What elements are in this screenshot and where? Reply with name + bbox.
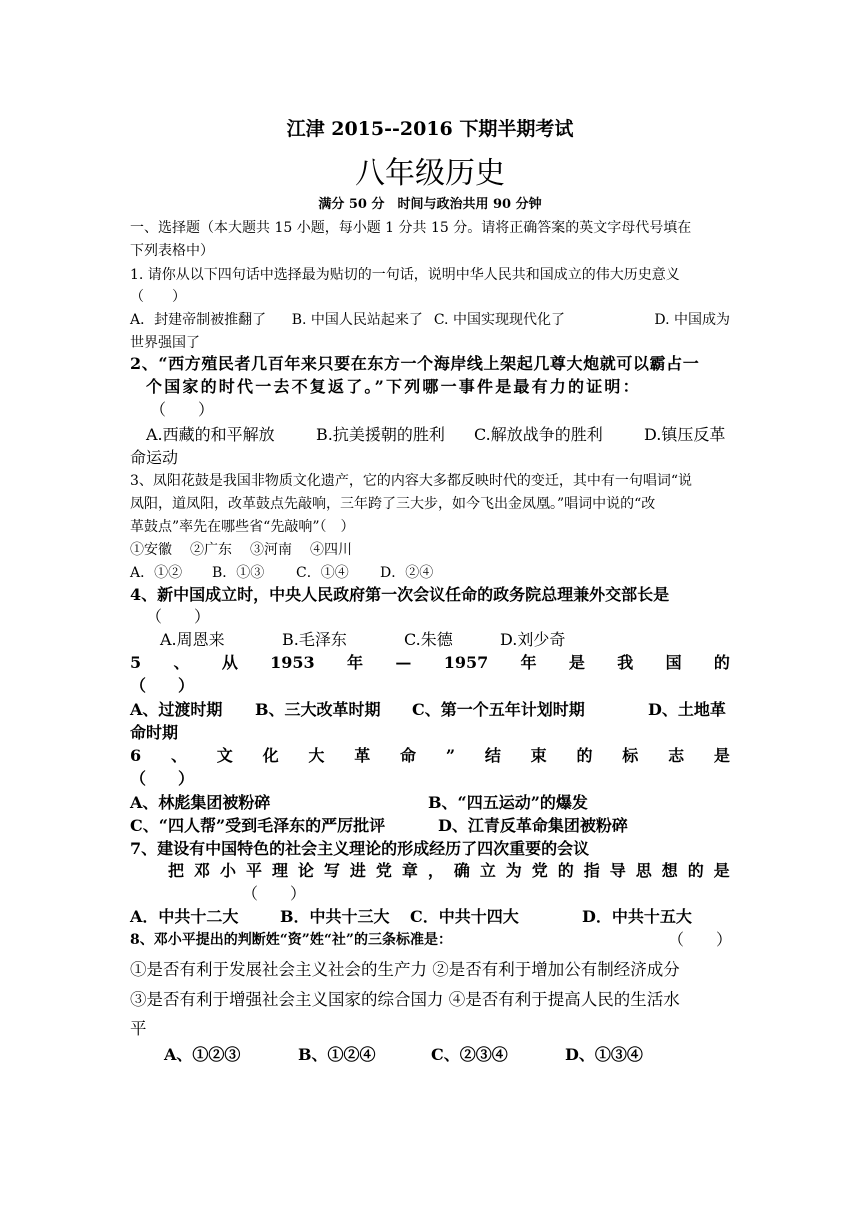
exam-title: 江津 2015--2016 下期半期考试 [286,118,574,140]
q3-choice-3: ③河南 [250,542,292,558]
q7-stem-part: 小 [219,861,236,880]
q6-option-d: D、江青反革命集团被粉碎 [438,816,628,835]
q1-option-d: D. 中国成为 [654,312,730,328]
q7-stem-part: 想 [661,861,678,880]
q6-stem-part: 、 [170,746,187,765]
q2-stem-line-3: （ ） [150,400,215,419]
q5-stem-part: 是 [568,653,585,672]
q3-option-b: B．①③ [212,565,265,581]
q6-options-row-1 [130,793,730,813]
q6-stem-part: ” [445,746,456,765]
q5-stem-part: 、 [173,653,190,672]
q3-stem-line-3: 革鼓点”率先在哪些省“先敲响”（ ） [130,519,355,535]
q7-stem-part: 为 [505,861,522,880]
q6-option-c: C、“四人帮”受到毛泽东的严厉批评 [130,816,386,835]
q7-stem-part: 邓 [193,861,210,880]
q2-option-a: A.西藏的和平解放 [146,425,275,444]
q6-option-a: A、林彪集团被粉碎 [130,793,271,812]
q2-stem-line-1: 2、“西方殖民者几百年来只要在东方一个海岸线上架起几尊大炮就可以霸占一 [130,354,700,373]
q8-answer-paren: （ ） [668,930,733,949]
q7-option-b: B．中共十三大 [280,907,390,926]
q5-option-d: D、土地革 [648,700,726,719]
q1-stem-line-1: 1. 请你从以下四句话中选择最为贴切的一句话，说明中华人民共和国成立的伟大历史意义 [130,267,680,283]
q5-stem-part: 年 [347,653,364,672]
q6-stem-part: 是 [713,746,730,765]
exam-meta: 满分 50 分 时间与政治共用 90 分钟 [318,197,542,212]
q6-stem-part: 束 [530,746,547,765]
q6-option-b: B、“四五运动”的爆发 [428,793,588,812]
q6-stem-part: 化 [262,746,279,765]
q7-stem-part: 平 [245,861,262,880]
q7-stem-part: 党 [531,861,548,880]
q6-stem-part: 标 [622,746,639,765]
q7-stem-line-3: （ ） [242,884,307,903]
q7-stem-part: 确 [453,861,470,880]
q6-stem-part: 结 [484,746,501,765]
q5-stem-part: 5 [130,653,142,672]
q3-choice-1: ①安徽 [130,542,172,558]
q8-options [164,1045,730,1065]
q8-option-b: B、①②④ [298,1045,376,1064]
q7-stem-part: 的 [687,861,704,880]
q3-option-c: C．①④ [296,565,349,581]
section-intro-line-1: 一、选择题（本大题共 15 小题，每小题 1 分共 15 分。请将正确答案的英文字母代号填在 [130,220,692,236]
q5-option-d-tail: 命时期 [130,723,179,742]
q4-option-d: D.刘少奇 [500,630,566,649]
q2-option-c: C.解放战争的胜利 [474,425,603,444]
q7-stem-part: 章 [401,861,418,880]
q7-stem-line-1: 7、建设有中国特色的社会主义理论的形成经历了四次重要的会议 [130,839,590,858]
q8-line-2: ③是否有利于增强社会主义国家的综合国力 ④是否有利于提高人民的生活水 [130,990,680,1009]
q5-stem-part: 1953 [270,653,315,672]
q5-stem-part: 我 [617,653,634,672]
q7-stem-part: 思 [635,861,652,880]
q7-stem-part: 把 [168,861,185,880]
q4-stem-line-1: 4、新中国成立时，中央人民政府第一次会议任命的政务院总理兼外交部长是 [130,585,670,604]
q7-stem-part: 理 [271,861,288,880]
q3-option-d: D．②④ [380,565,434,581]
q4-option-b: B.毛泽东 [282,630,347,649]
q6-stem-part: 志 [668,746,685,765]
q3-option-a: A．①② [130,565,183,581]
q7-stem-part: 是 [713,861,730,880]
q6-stem-line-1 [130,746,730,766]
q5-option-a: A、过渡时期 [130,700,223,719]
q7-option-a: A．中共十二大 [130,907,239,926]
q7-stem-part: 写 [323,861,340,880]
q3-stem-line-2: 凤阳，道凤阳，改革鼓点先敲响，三年跨了三大步，如今飞出金凤凰。”唱词中说的“改 [130,496,656,512]
q6-options-row-2 [130,816,730,836]
q5-option-b: B、三大改革时期 [255,700,381,719]
q1-option-b: B. 中国人民站起来了 [291,312,423,328]
q3-options [130,563,730,583]
subject-title: 八年级历史 [355,156,505,191]
q5-stem-part: — [395,653,412,672]
q6-stem-line-2: （ ） [130,769,195,788]
q2-options [146,425,730,445]
q4-stem-line-2: （ ） [146,607,211,626]
q6-stem-part: 大 [308,746,325,765]
q2-option-b: B.抗美援朝的胜利 [316,425,445,444]
q7-stem-part: 指 [583,861,600,880]
q2-stem-line-2: 个国家的时代一去不复返了。”下列哪一事件是最有力的证明： [146,377,641,396]
q6-stem-part: 6 [130,746,142,765]
q8-line-3: 平 [130,1019,147,1038]
q5-stem-part: 国 [665,653,682,672]
q5-option-c: C、第一个五年计划时期 [412,700,585,719]
q5-options [130,700,730,720]
q3-stem-line-1: 3、凤阳花鼓是我国非物质文化遗产，它的内容大多都反映时代的变迁，其中有一句唱词“说 [130,473,693,489]
q5-stem-line-1 [130,653,730,673]
q7-stem-part: 论 [297,861,314,880]
q1-option-c: C. 中国实现现代化了 [433,312,565,328]
q4-option-a: A.周恩来 [160,630,225,649]
q1-option-a: A．封建帝制被推翻了 [130,312,267,328]
q7-stem-part: 党 [375,861,392,880]
q7-stem-part: 导 [609,861,626,880]
q1-option-d-tail: 世界强国了 [130,335,200,351]
q8-option-d: D、①③④ [565,1045,643,1064]
q3-choice-2: ②广东 [190,542,232,558]
q1-stem-line-2: （ ） [130,289,186,305]
q7-option-c: C．中共十四大 [410,907,519,926]
q5-stem-part: 年 [520,653,537,672]
q8-option-a: A、①②③ [164,1045,241,1064]
q5-stem-part: 从 [221,653,238,672]
q7-option-d: D．中共十五大 [582,907,692,926]
q7-options [130,907,730,927]
q8-stem-line-1: 8、邓小平提出的判断姓“资”姓“社”的三条标准是： [130,932,452,948]
q6-stem-part: 的 [576,746,593,765]
section-intro-line-2: 下列表格中） [130,243,214,259]
q6-stem-part: 革 [354,746,371,765]
q1-options [130,310,730,330]
q7-stem-part: 的 [557,861,574,880]
q2-option-d: D.镇压反革 [644,425,726,444]
q3-choice-4: ④四川 [310,542,352,558]
q6-stem-part: 命 [400,746,417,765]
q6-stem-part: 文 [216,746,233,765]
q4-options [160,630,730,650]
q5-stem-line-2: （ ） [130,676,195,695]
q7-stem-part: ， [427,861,444,880]
q2-option-d-tail: 命运动 [130,448,179,467]
q4-option-c: C.朱德 [404,630,453,649]
q7-stem-line-2 [168,861,730,881]
q8-line-1: ①是否有利于发展社会主义社会的生产力 ②是否有利于增加公有制经济成分 [130,960,680,979]
q3-choices [130,540,730,560]
q5-stem-part: 的 [713,653,730,672]
q8-option-c: C、②③④ [431,1045,508,1064]
q7-stem-part: 立 [479,861,496,880]
q5-stem-part: 1957 [443,653,489,672]
q7-stem-part: 进 [349,861,366,880]
